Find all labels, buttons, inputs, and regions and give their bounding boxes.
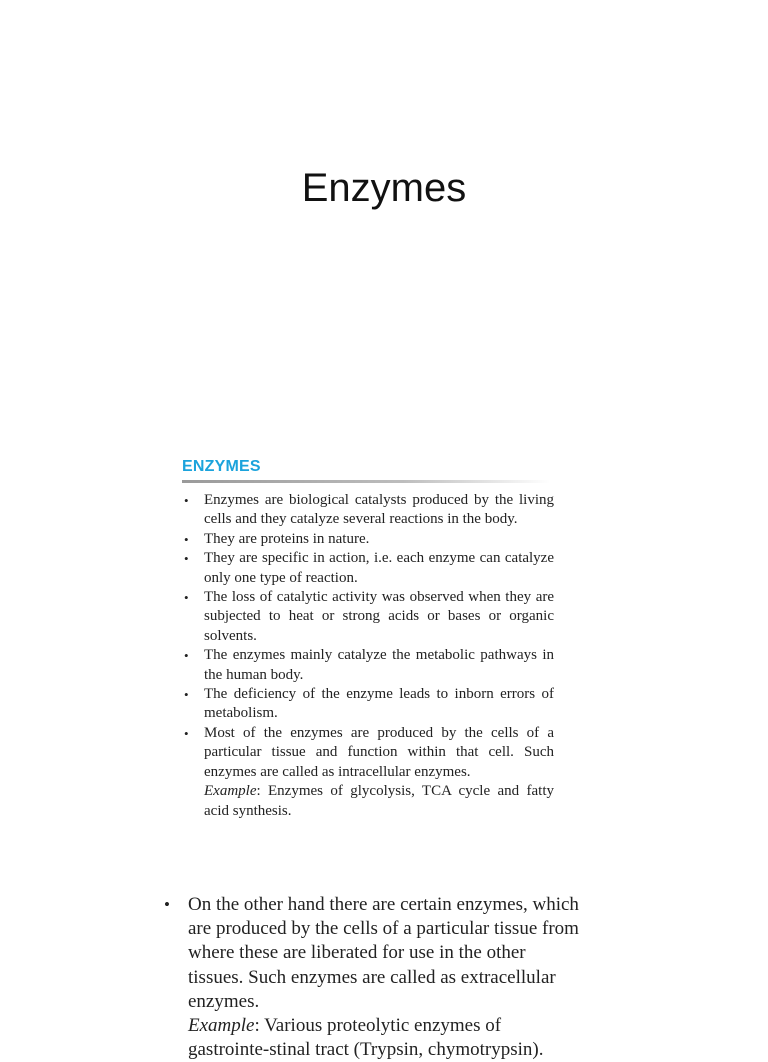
textbook-excerpt xyxy=(182,456,554,821)
list-item-text: Enzymes are biological catalysts produced by the living cells and they catalyze several reactions in the body. xyxy=(204,492,554,528)
section-heading: ENZYMES xyxy=(182,458,261,475)
list-item xyxy=(182,530,554,549)
example-text: : Various proteolytic enzymes of gastrointe-stinal tract (Trypsin, chymotrypsin). xyxy=(188,1015,544,1061)
list-item xyxy=(182,491,554,530)
bullet-list xyxy=(182,491,554,821)
list-item-text: They are proteins in nature. xyxy=(204,530,370,547)
heading-rule xyxy=(182,480,550,483)
bullet-icon: • xyxy=(184,725,189,741)
example-label: Example xyxy=(204,783,257,800)
list-item xyxy=(182,549,554,588)
slide-title: Enzymes xyxy=(301,166,467,210)
list-item xyxy=(182,588,554,646)
bullet-icon: • xyxy=(184,531,189,547)
list-item-text: The loss of catalytic activity was observed when they are subjected to heat or strong acids or bases or organic solvents. xyxy=(204,589,554,644)
paragraph-body: On the other hand there are certain enzymes, which are produced by the cells of a particular tissue from where these are liberated for use in the other tissues. Such enzymes are called as extracellular enzymes. xyxy=(188,894,579,1012)
example-label: Example xyxy=(188,1015,255,1037)
bullet-icon: • xyxy=(184,590,189,606)
bullet-icon: • xyxy=(184,551,189,567)
bullet-icon: • xyxy=(184,648,189,664)
list-item-text: The deficiency of the enzyme leads to inborn errors of metabolism. xyxy=(204,686,554,722)
bullet-icon: • xyxy=(164,895,170,914)
bullet-icon: • xyxy=(184,687,189,703)
extracellular-paragraph xyxy=(164,893,584,1062)
list-item xyxy=(182,646,554,685)
list-item-text: Most of the enzymes are produced by the cells of a particular tissue and function within that cell. Such enzymes are called as intracellular enzymes. xyxy=(204,724,554,780)
example-text: : Enzymes of glycolysis, TCA cycle and fatty acid synthesis. xyxy=(204,783,554,819)
bullet-icon: • xyxy=(184,493,189,508)
list-item-text: The enzymes mainly catalyze the metabolic pathways in the human body. xyxy=(204,647,554,683)
list-item xyxy=(182,685,554,724)
paragraph-text xyxy=(188,893,584,1062)
list-item-text: They are specific in action, i.e. each enzyme can catalyze only one type of reaction. xyxy=(204,550,554,586)
list-item xyxy=(182,724,554,821)
